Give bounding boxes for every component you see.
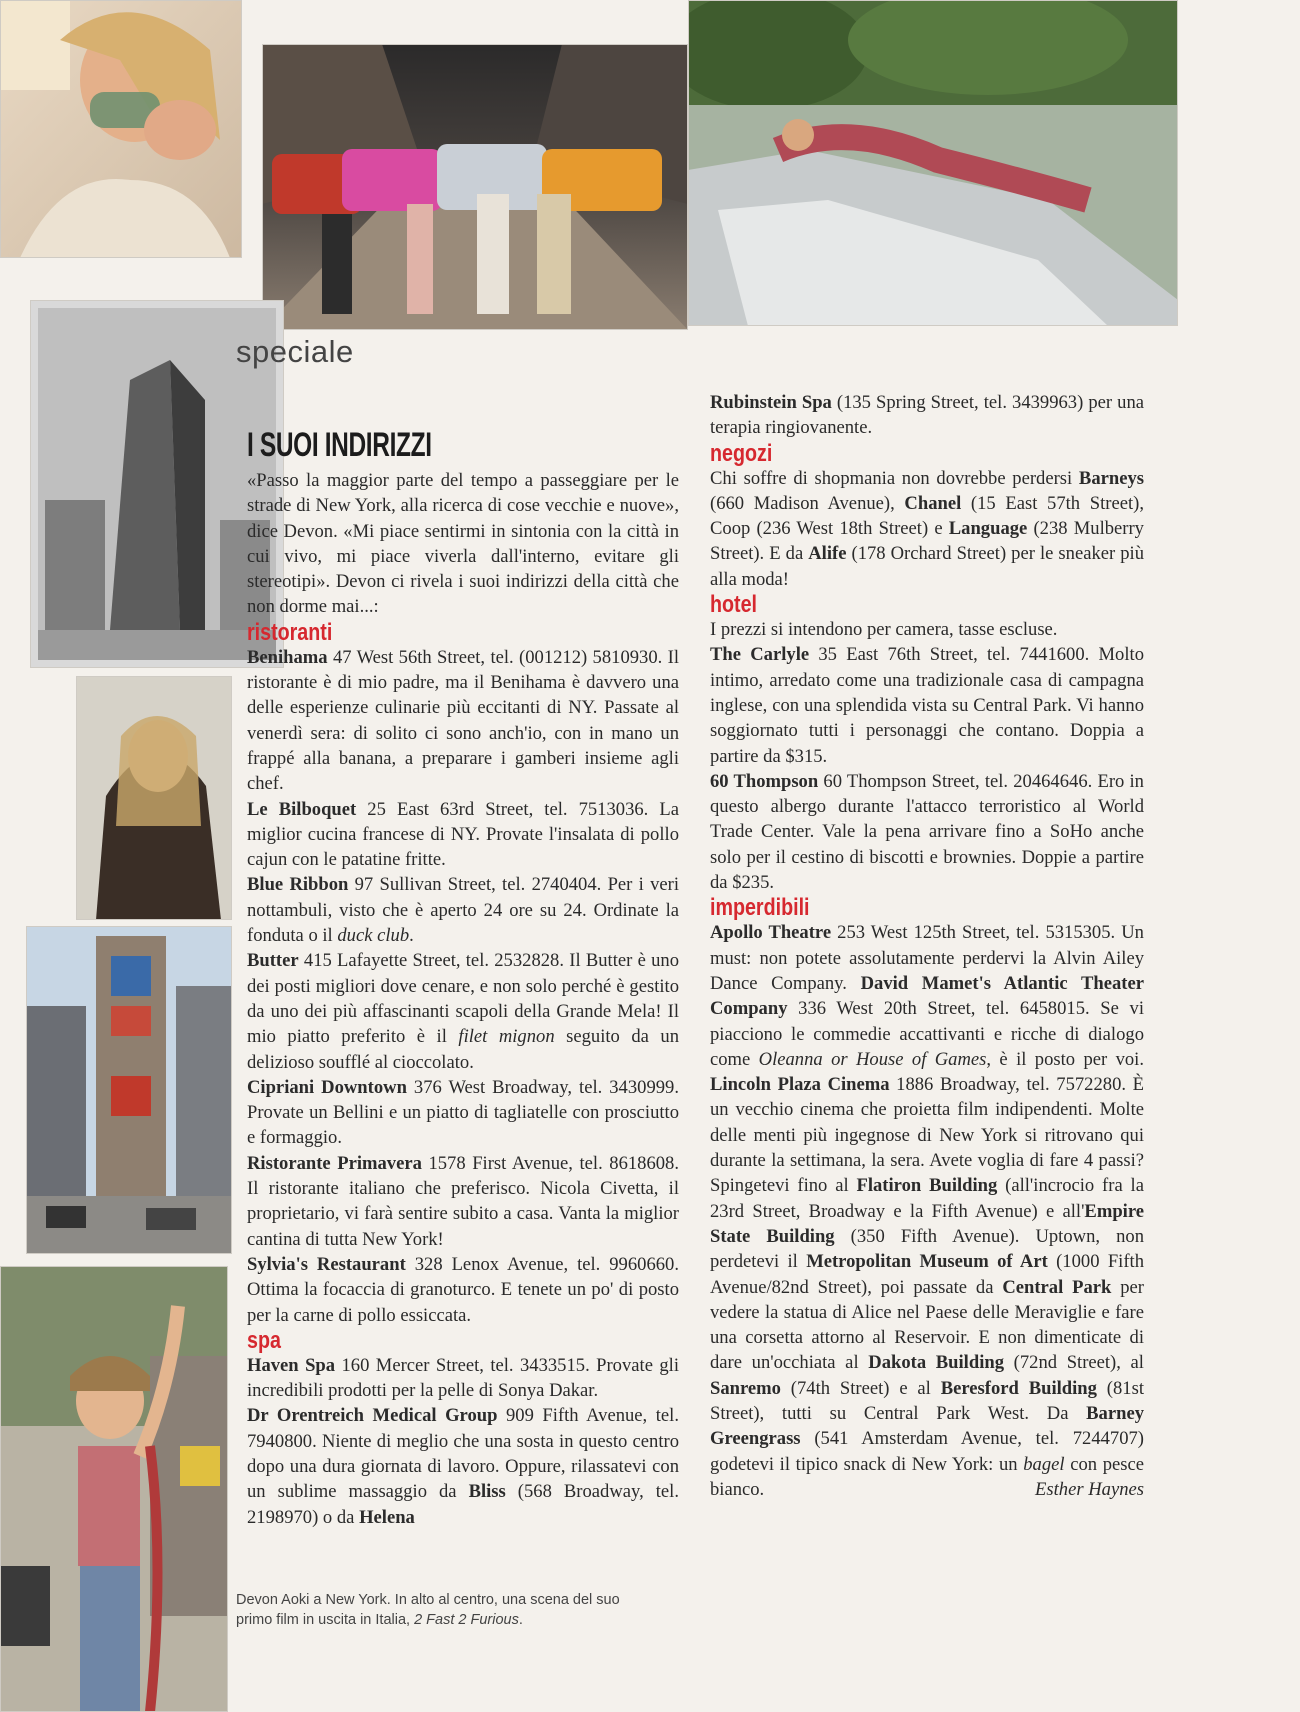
entry-sylvias-restaurant: Sylvia's Restaurant 328 Lenox Avenue, tel. 9960660. Ottima la focaccia di granoturco. E tenete un po' di posto per la carne di pollo essiccata. (247, 1253, 679, 1326)
entry-ristorante-primavera: Ristorante Primavera 1578 First Avenue, tel. 8618608. Il ristorante italiano che preferisco. Nicola Civetta, il proprietario, vi farà sentire subito a casa. Vanta la miglior cantina di tutta New York! (247, 1152, 680, 1250)
entry-imperdibili: Apollo Theatre 253 West 125th Street, tel. 5315305. Un must: non potete assolutamente perdervi la Alvin Ailey Dance Company. David Mamet's Atlantic Theater Company 336 West 20th Street, tel. 6458015. Se vi piacciono le commedie accattivanti e ricche di dialogo come Oleanna or House of Games, è il posto per voi. Lincoln Plaza Cinema 1886 Broadway, tel. 7572280. È un vecchio cinema che proietta film indipendenti. Molte delle menti più ingegnose di New York si ritrovano qui durante la settimana, la sera. Avete voglia di fare 4 passi? Spingetevi fino al Flatiron Building (all'incrocio fra la 23rd Street, Broadway e la Fifth Avenue) e all'Empire State Building (350 Fifth Avenue). Uptown, non perdetevi il Metropolitan Museum of Art (1000 Fifth Avenue/82nd Street), poi passate da Central Park per vedere la statua di Alice nel Paese delle Meraviglie e fare una corsetta attorno al Reservoir. E non dimenticate di dare un'occhiata al Dakota Building (72nd Street), al Sanremo (74th Street) e al Beresford Building (81st Street), tutti su Central Park West. Da Barney Greengrass (541 Amsterdam Avenue, tel. 7244707) godetevi il tipico snack di New York: un bagel con pesce bianco. Esther Haynes (710, 920, 1144, 1502)
entry-butter: Butter 415 Lafayette Street, tel. 2532828. Il Butter è uno dei posti migliori dove cenare, e non solo perché è gestito da uno dei più affascinanti scapoli della Grande Mela! Il mio piatto preferito è il filet mignon seguito da un delizioso soufflé al cioccolato. (247, 950, 679, 1073)
photo-times-square (26, 926, 232, 1254)
category-imperdibili: imperdibili (710, 894, 810, 922)
section-label: speciale (236, 334, 354, 369)
photo-devon-street (0, 1266, 228, 1712)
photo-caption: Devon Aoki a New York. In alto al centro, una scena del suo primo film in uscita in Italia, 2 Fast 2 Furious. (236, 1592, 620, 1628)
entry-haven-spa: Haven Spa 160 Mercer Street, tel. 3433515. Provate gli incredibili prodotti per la pelle di Sonya Dakar. (247, 1354, 680, 1402)
photo-boat-lake (688, 0, 1178, 326)
entry-benihama: Benihama 47 West 56th Street, tel. (001212) 5810930. Il ristorante è di mio padre, ma il Benihama è davvero una delle esperienze culinarie più eccitanti di NY. Passate al venerdì sera: di solito ci sono anch'io, con in mano un frappé alla banana, a preparare i gamberi insieme agli chef. (247, 646, 679, 795)
category-negozi: negozi (710, 439, 773, 467)
category-ristoranti: ristoranti (247, 618, 333, 646)
entry-negozi: Chi soffre di shopmania non dovrebbe perdersi Barneys (660 Madison Avenue), Chanel (15 East 57th Street), Coop (236 West 18th Street) e Language (238 Mulberry Street). E da Alife (178 Orchard Street) per le sneaker più alla moda! (710, 467, 1144, 590)
photo-devon-sunlight (76, 676, 232, 920)
left-column (247, 418, 679, 1530)
right-column (710, 390, 1144, 1502)
author-signature: Esther Haynes (1035, 1478, 1144, 1500)
category-spa: spa (247, 1326, 281, 1354)
entry-cipriani-downtown: Cipriani Downtown 376 West Broadway, tel. 3430999. Provate un Bellini e un piatto di tagliatelle con prosciutto e formaggio. (247, 1076, 679, 1149)
entry-the-carlyle: The Carlyle 35 East 76th Street, tel. 7441600. Molto intimo, arredato come una tradizionale casa di campagna inglese, con una splendida vista su Central Park. Vi hanno soggiornato tutti i personaggi che contano. Doppia a partire da $315. (710, 644, 1144, 767)
entry-dr-orentreich: Dr Orentreich Medical Group 909 Fifth Avenue, tel. 7940800. Niente di meglio che una sosta in questo centro dopo una dura giornata di lavoro. Oppure, rilassatevi con un sublime massaggio da Bliss (568 Broadway, tel. 2198970) o da Helena (247, 1405, 679, 1528)
article-title: I SUOI INDIRIZZI (247, 426, 432, 464)
entry-blue-ribbon: Blue Ribbon 97 Sullivan Street, tel. 2740404. Per i veri nottambuli, visto che è aperto 24 ore su 24. Ordinate la fonduta o il duck club. (247, 874, 679, 947)
photo-devon-drinking (0, 0, 242, 258)
category-hotel: hotel (710, 591, 758, 619)
hotel-intro: I prezzi si intendono per camera, tasse escluse. (710, 619, 1058, 641)
entry-le-bilboquet: Le Bilboquet 25 East 63rd Street, tel. 7513036. La miglior cucina francese di NY. Provate l'insalata di pollo cajun con le patatine fritte. (247, 798, 679, 871)
article-intro: «Passo la maggior parte del tempo a passeggiare per le strade di New York, alla ricerca di cose vecchie e nuove», dice Devon. «Mi piace sentirmi in sintonia con la città in cui vivo, mi piace viverla dall'interno, evitare gli stereotipi». Devon ci rivela i suoi indirizzi della città che non dorme mai...: (247, 470, 679, 618)
entry-helena-rubinstein-cont: Rubinstein Spa (135 Spring Street, tel. 3439963) per una terapia ringiovanente. (710, 392, 1144, 439)
photo-film-scene-cars (262, 44, 688, 330)
entry-60-thompson: 60 Thompson 60 Thompson Street, tel. 20464646. Ero in questo albergo durante l'attacco terroristico al World Trade Center. Vale la pena arrivare fino a SoHo anche solo per il cestino di biscotti e brownies. Doppie a partire da $235. (710, 770, 1144, 894)
